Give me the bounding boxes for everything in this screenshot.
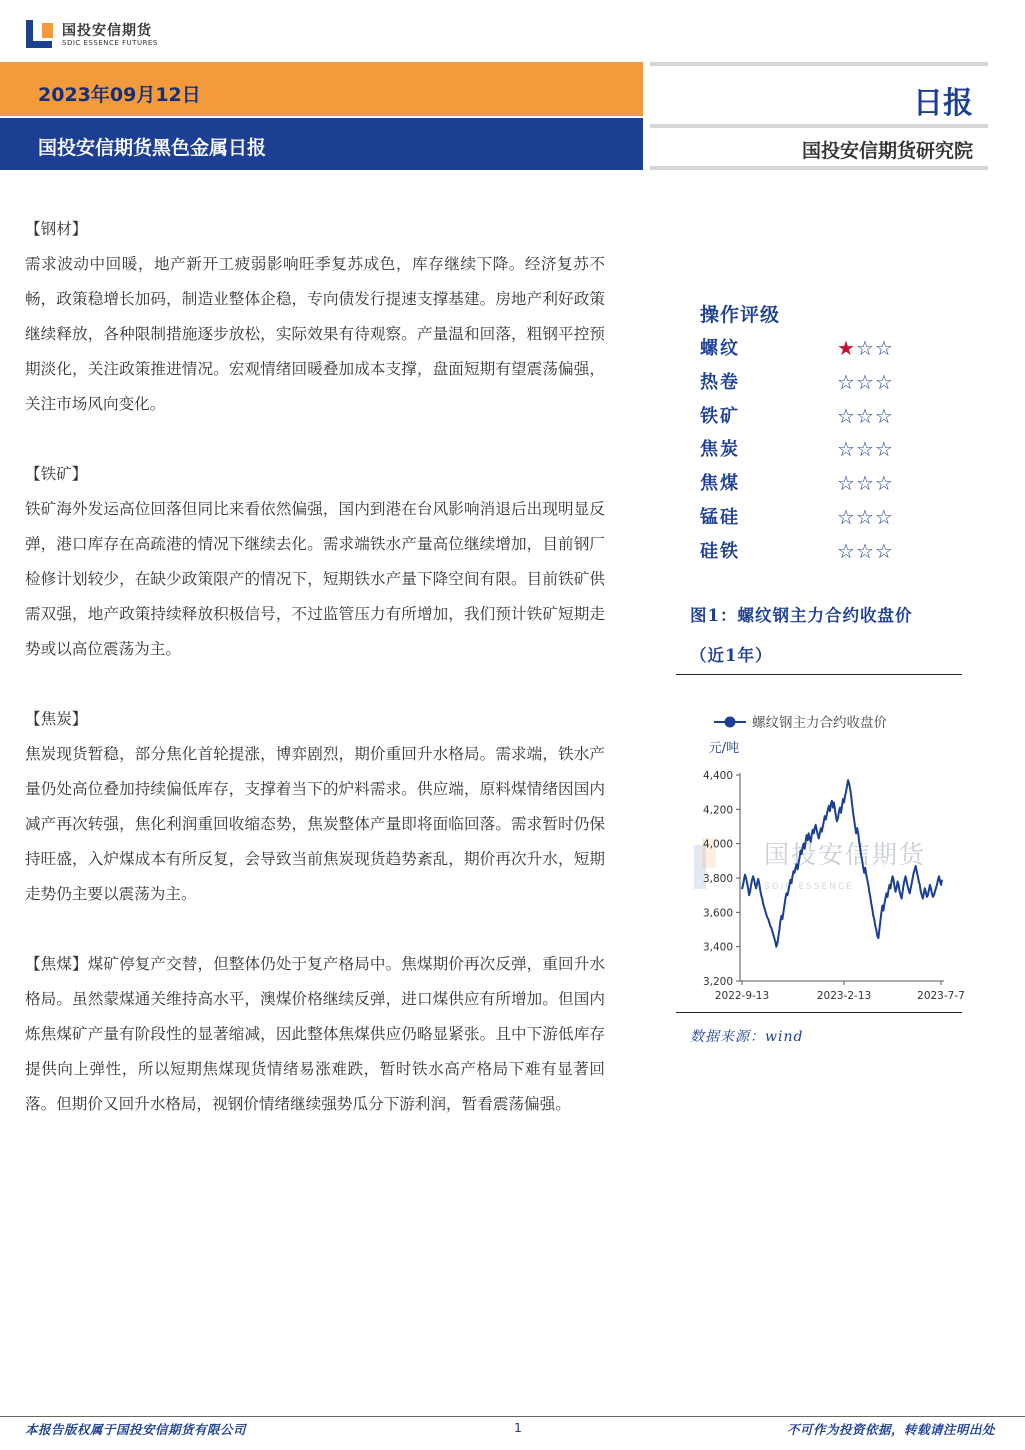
section-heading: 【焦煤】 bbox=[25, 955, 88, 973]
report-title: 国投安信期货黑色金属日报 bbox=[38, 137, 267, 159]
x-tick-label: 2023-7-7 bbox=[917, 990, 965, 1002]
report-type-label: 日报 bbox=[913, 86, 973, 121]
rating-stars bbox=[837, 535, 894, 569]
rating-commodity: 铁矿 bbox=[700, 405, 740, 427]
star-empty-icon: ☆ bbox=[855, 437, 875, 462]
section-coking-coal bbox=[25, 947, 605, 1122]
star-filled-icon: ★ bbox=[837, 336, 856, 360]
price-chart bbox=[690, 700, 965, 1010]
rating-commodity: 焦煤 bbox=[700, 473, 740, 495]
rating-commodity: 焦炭 bbox=[700, 439, 740, 461]
rating-title: 操作评级 bbox=[700, 304, 781, 326]
report-body bbox=[25, 212, 605, 1157]
rating-stars bbox=[837, 400, 894, 434]
section-text: 焦炭现货暂稳，部分焦化首轮提涨，博弈剧烈，期价重回升水格局。需求端，铁水产量仍处高位叠加持续偏低库存，支撑着当下的炉料需求。供应端，原料煤情绪因国内减产再次转强，焦化利润重回收缩态势，焦炭整体产量即将面临回落。需求暂时仍保持旺盛，入炉煤成本有所反复，会导致当前焦炭现货趋势紊乱，期价再次升水，短期走势仍主要以震荡为主。 bbox=[25, 745, 605, 903]
rating-row bbox=[700, 332, 950, 366]
figure-title bbox=[690, 596, 960, 676]
section-steel bbox=[25, 212, 605, 422]
company-logo bbox=[26, 18, 158, 52]
star-empty-icon: ☆ bbox=[874, 538, 894, 563]
rating-stars bbox=[837, 501, 894, 535]
logo-mark-icon bbox=[26, 20, 56, 50]
rating-commodity: 热卷 bbox=[700, 371, 740, 393]
section-coke bbox=[25, 702, 605, 912]
logo-name-en: SDIC ESSENCE FUTURES bbox=[62, 38, 158, 47]
section-text: 铁矿海外发运高位回落但同比来看依然偏强，国内到港在台风影响消退后出现明显反弹，港口库存在高疏港的情况下继续去化。需求端铁水产量高位继续增加，目前钢厂检修计划较少，在缺少政策限产的情况下，短期铁水产量下降空间有限。目前铁矿供需双强，地产政策持续释放积极信号，不过监管压力有所增加，我们预计铁矿短期走势或以高位震荡为主。 bbox=[25, 500, 605, 658]
x-tick-label: 2022-9-13 bbox=[714, 990, 770, 1002]
rating-stars bbox=[837, 366, 894, 400]
figure-title-line1: 图1：螺纹钢主力合约收盘价 bbox=[690, 606, 913, 625]
header-rule-middle bbox=[650, 124, 988, 128]
star-empty-icon: ☆ bbox=[855, 336, 875, 360]
section-text: 煤矿停复产交替，但整体仍处于复产格局中。焦煤期价再次反弹，重回升水格局。虽然蒙煤通关维持高水平，澳煤价格继续反弹，进口煤供应有所增加。但国内炼焦煤矿产量有阶段性的显著缩减，因此整体焦煤供应仍略显紧张。且中下游低库存提供向上弹性，所以短期焦煤现货情绪易涨难跌，暂时铁水高产格局下难有显著回落。但期价又回升水格局，视钢价情绪继续强势瓜分下游利润，暂看震荡偏强。 bbox=[25, 955, 605, 1113]
star-empty-icon: ☆ bbox=[874, 471, 894, 496]
rating-row bbox=[700, 535, 950, 569]
star-empty-icon: ☆ bbox=[874, 437, 894, 462]
y-axis-unit: 元/吨 bbox=[708, 741, 740, 756]
rating-row bbox=[700, 501, 950, 535]
header-rule-bottom bbox=[650, 166, 988, 170]
rating-stars bbox=[837, 433, 894, 467]
watermark-text: 国投安信期货 bbox=[764, 840, 927, 869]
star-empty-icon: ☆ bbox=[874, 403, 894, 428]
figure-rule-top bbox=[676, 674, 962, 675]
watermark-text-en: SDIC ESSENCE bbox=[764, 882, 854, 892]
rating-stars bbox=[837, 467, 894, 501]
rating-row bbox=[700, 467, 950, 501]
star-empty-icon: ☆ bbox=[837, 403, 856, 428]
star-empty-icon: ☆ bbox=[837, 538, 856, 563]
rating-stars bbox=[837, 332, 894, 366]
star-empty-icon: ☆ bbox=[855, 369, 875, 394]
report-date: 2023年09月12日 bbox=[38, 84, 201, 106]
star-empty-icon: ☆ bbox=[837, 471, 856, 496]
star-empty-icon: ☆ bbox=[837, 437, 856, 462]
star-empty-icon: ☆ bbox=[837, 369, 856, 394]
y-tick-label: 3,800 bbox=[702, 873, 733, 885]
y-tick-label: 4,000 bbox=[702, 838, 733, 851]
x-tick-label: 2023-2-13 bbox=[816, 990, 872, 1002]
rating-commodity: 硅铁 bbox=[700, 540, 740, 562]
legend-label: 螺纹钢主力合约收盘价 bbox=[752, 715, 887, 731]
rating-commodity: 螺纹 bbox=[700, 338, 740, 359]
y-tick-label: 3,400 bbox=[702, 941, 733, 954]
y-tick-label: 4,400 bbox=[702, 770, 733, 782]
figure-title-line2: （近1年） bbox=[690, 646, 773, 665]
rating-row bbox=[700, 433, 950, 467]
footer-disclaimer: 不可作为投资依据，转载请注明出处 bbox=[786, 1422, 995, 1437]
star-empty-icon: ☆ bbox=[855, 538, 875, 563]
y-tick-label: 4,200 bbox=[702, 804, 733, 817]
figure-rule-bottom bbox=[676, 1012, 962, 1013]
section-text: 需求波动中回暖，地产新开工疲弱影响旺季复苏成色，库存继续下降。经济复苏不畅，政策稳增长加码，制造业整体企稳，专向债发行提速支撑基建。房地产利好政策继续释放，各种限制措施逐步放松，实际效果有待观察。产量温和回落，粗钢平控预期淡化，关注政策推进情况。宏观情绪回暖叠加成本支撑，盘面短期有望震荡偏强，关注市场风向变化。 bbox=[25, 255, 605, 413]
section-heading: 【钢材】 bbox=[25, 220, 88, 238]
star-empty-icon: ☆ bbox=[874, 369, 894, 394]
rating-row bbox=[700, 366, 950, 400]
y-tick-label: 3,200 bbox=[702, 976, 733, 988]
legend-marker-icon bbox=[725, 717, 736, 728]
star-empty-icon: ☆ bbox=[874, 336, 894, 360]
y-tick-label: 3,600 bbox=[702, 907, 733, 920]
star-empty-icon: ☆ bbox=[837, 504, 856, 529]
logo-name: 国投安信期货 bbox=[62, 22, 152, 39]
institute-label: 国投安信期货研究院 bbox=[801, 140, 973, 162]
footer-copyright: 本报告版权属于国投安信期货有限公司 bbox=[25, 1422, 247, 1437]
data-source: 数据来源：wind bbox=[690, 1029, 804, 1045]
rating-panel bbox=[700, 298, 950, 569]
footer-rule bbox=[0, 1416, 1025, 1417]
page-number: 1 bbox=[514, 1420, 522, 1435]
rating-row bbox=[700, 400, 950, 434]
section-heading: 【铁矿】 bbox=[25, 465, 88, 483]
section-heading: 【焦炭】 bbox=[25, 710, 88, 728]
star-empty-icon: ☆ bbox=[855, 471, 875, 496]
star-empty-icon: ☆ bbox=[855, 504, 875, 529]
star-empty-icon: ☆ bbox=[874, 504, 894, 529]
header-rule-top bbox=[650, 62, 988, 66]
rating-commodity: 锰硅 bbox=[700, 506, 740, 528]
section-iron-ore bbox=[25, 457, 605, 667]
star-empty-icon: ☆ bbox=[855, 403, 875, 428]
